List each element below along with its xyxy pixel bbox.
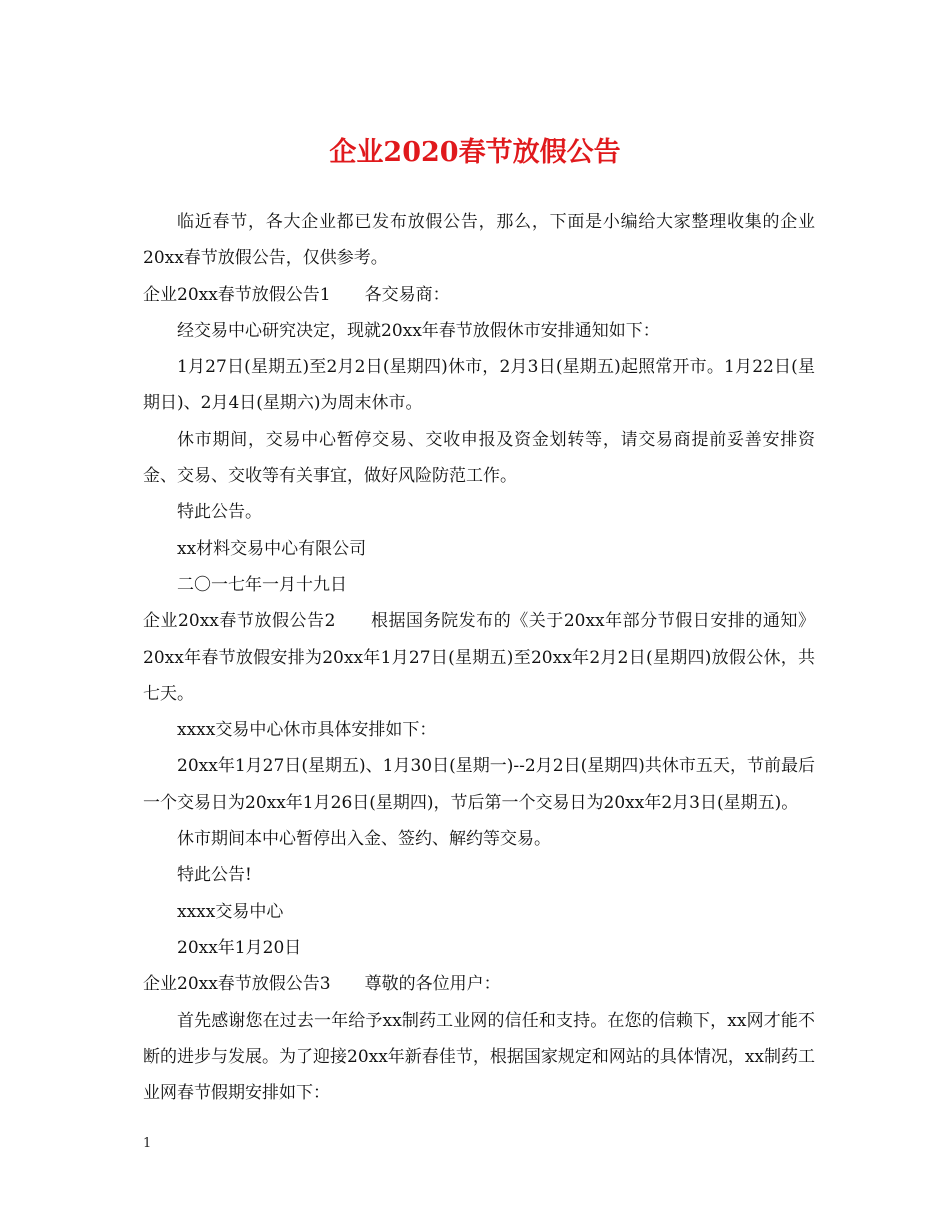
paragraph-7: xx材料交易中心有限公司 (177, 538, 367, 559)
document-body (143, 204, 815, 1111)
paragraph-12: 休市期间本中心暂停出入金、签约、解约等交易。 (177, 829, 551, 850)
paragraph-11: 20xx年1月27日(星期五)、1月30日(星期一)--2月2日(星期四)共休市五天，节前最后一个交易日为20xx年1月26日(星期四)，节后第一个交易日为20xx年2月3日(星期五)。 (143, 756, 815, 813)
page-number: 1 (143, 1136, 152, 1151)
paragraph-4: 1月27日(星期五)至2月2日(星期四)休市，2月3日(星期五)起照常开市。1月22日(星期日)、2月4日(星期六)为周末休市。 (143, 357, 815, 414)
paragraph-17: 首先感谢您在过去一年给予xx制药工业网的信任和支持。在您的信赖下，xx网才能不断的进步与发展。为了迎接20xx年新春佳节，根据国家规定和网站的具体情况，xx制药工业网春节假期安排如下： (143, 1010, 815, 1104)
paragraph-1: 临近春节，各大企业都已发布放假公告，那么，下面是小编给大家整理收集的企业20xx春节放假公告，仅供参考。 (143, 212, 815, 269)
section-heading-1: 企业20xx春节放假公告1 各交易商： (143, 284, 450, 305)
paragraph-14: xxxx交易中心 (177, 901, 284, 922)
page-title: 企业2020春节放假公告 (329, 137, 621, 168)
paragraph-13: 特此公告! (177, 865, 252, 886)
paragraph-10: xxxx交易中心休市具体安排如下： (177, 720, 437, 741)
paragraph-5: 休市期间，交易中心暂停交易、交收申报及资金划转等，请交易商提前妥善安排资金、交易、交收等有关事宜，做好风险防范工作。 (143, 429, 815, 487)
paragraph-15: 20xx年1月20日 (177, 937, 302, 958)
paragraph-8: 二〇一七年一月十九日 (177, 574, 347, 595)
paragraph-6: 特此公告。 (177, 502, 262, 523)
paragraph-3: 经交易中心研究决定，现就20xx年春节放假休市安排通知如下： (177, 320, 660, 341)
section-heading-2: 企业20xx春节放假公告2 根据国务院发布的《关于20xx年部分节假日安排的通知》20xx年春节放假安排为20xx年1月27日(星期五)至20xx年2月2日(星期四)放假公休，共七天。 (143, 611, 815, 704)
section-heading-3: 企业20xx春节放假公告3 尊敬的各位用户： (143, 974, 501, 995)
